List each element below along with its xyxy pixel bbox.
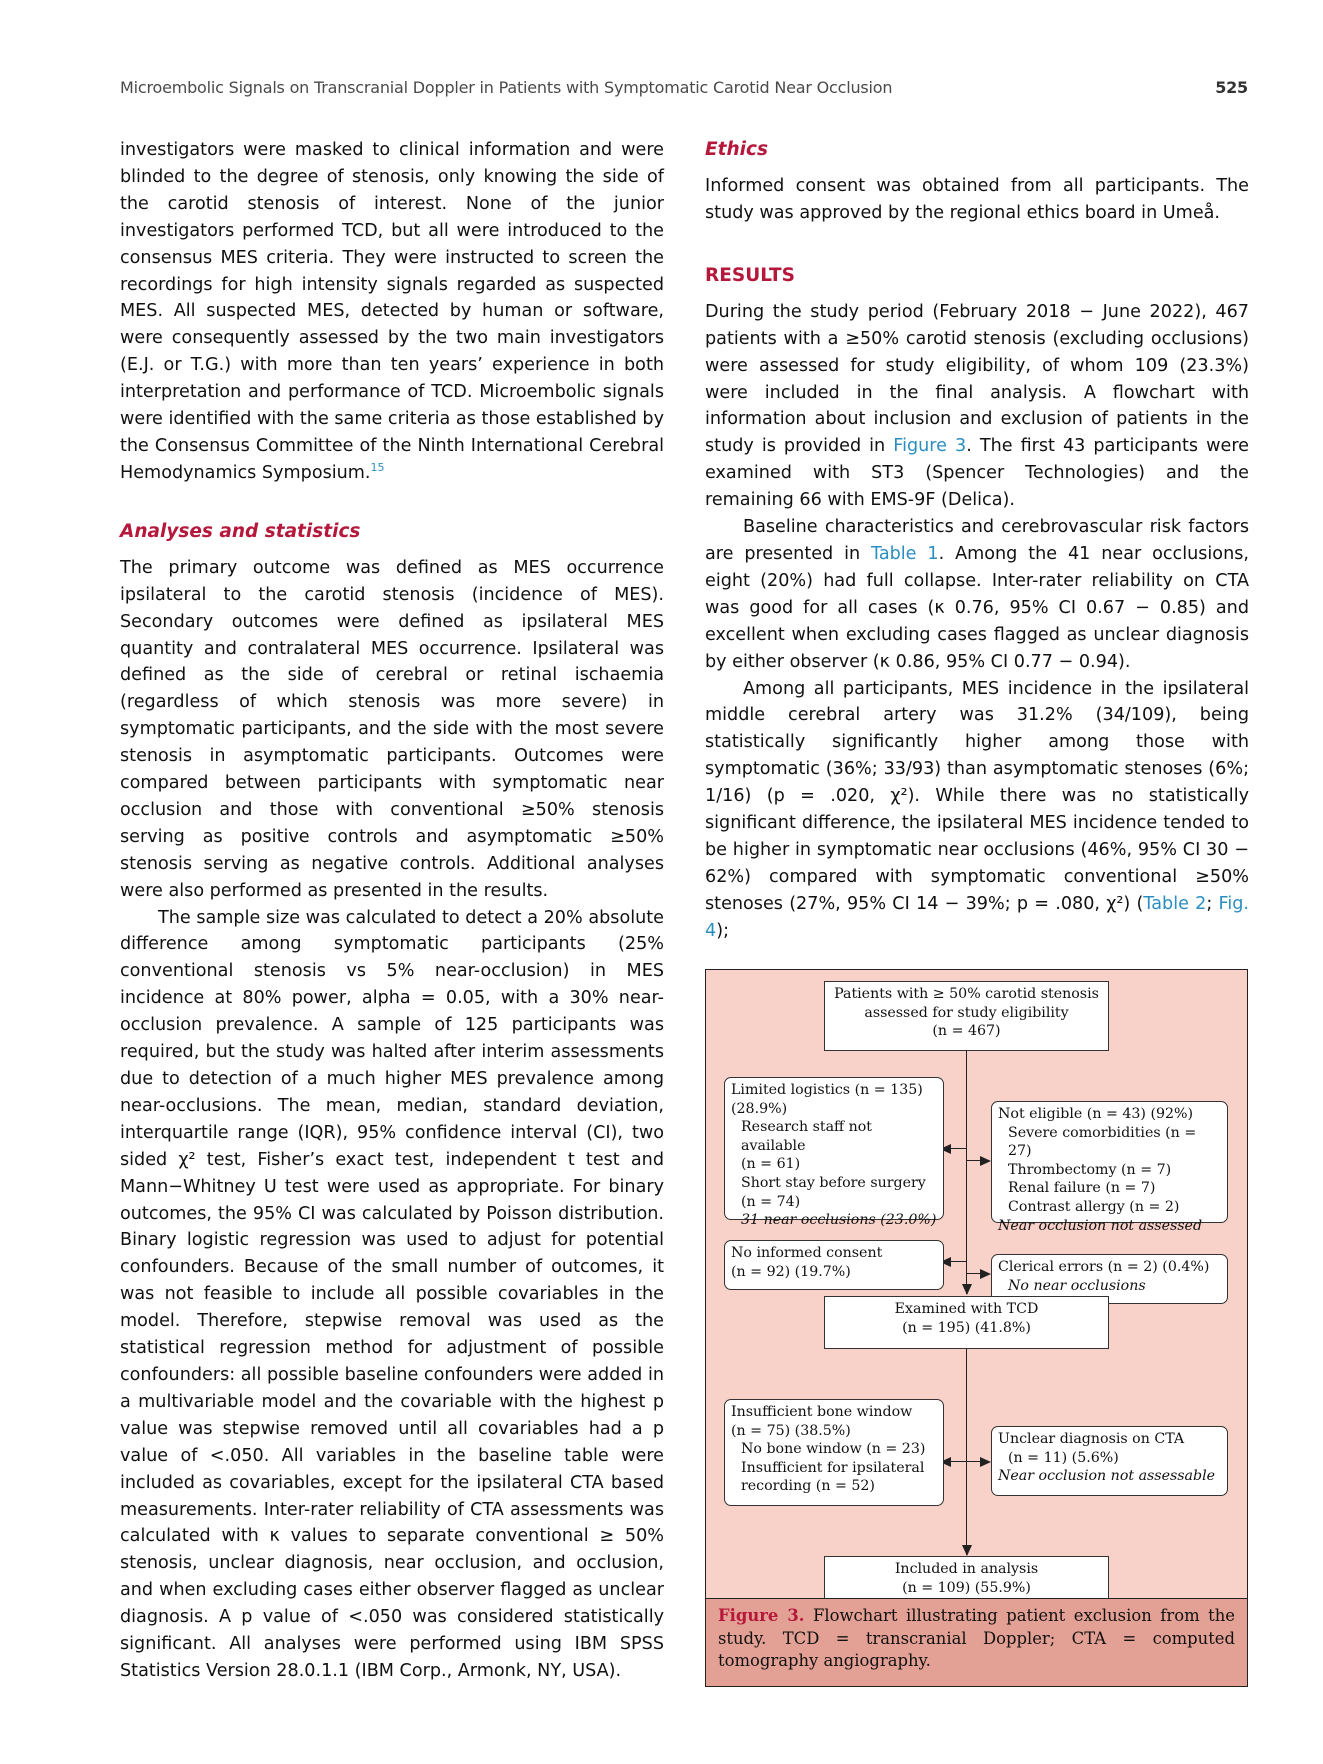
caption-text: Flowchart illustrating patient exclusion from the study. TCD = transcranial Doppler; CTA = computed tomography angiography. (718, 1606, 1235, 1670)
table-1-link[interactable]: Table 1 (871, 543, 939, 564)
paragraph-text: Baseline characteristics and cerebrovascular risk factors are presented in (705, 517, 1249, 564)
paragraph-results-1 (705, 299, 1249, 514)
arrow-down-icon (962, 1284, 972, 1295)
figure-label: Figure 3. (718, 1606, 805, 1625)
box-text: (n = 109) (55.9%) (902, 1579, 1031, 1596)
paragraph-sample-size: The sample size was calculated to detect a 20% absolute difference among symptomatic participants (25% conventional stenosis vs 5% near-occlusion) in MES incidence at 80% power, alpha = 0.05, with a 30% near-occlusion prevalence. A sample of 125 participants was required, but the study was halted after interim assessments due to detection of a much higher MES prevalence among near-occlusions. The mean, median, standard deviation, interquartile range (IQR), 95% confidence interval (CI), two sided χ² test, Fisher’s exact test, independent t test and Mann−Whitney U test were used as appropriate. For binary outcomes, the 95% CI was calculated by Poisson distribution. Binary logistic regression was used to adjust for potential confounders. Because of the small number of outcomes, it was not feasible to include all possible covariables in the model. Therefore, stepwise removal was used as the statistical regression method for adjustment of possible confounders: all possible baseline confounders were added in a multivariable model and the covariable with the highest p value was stepwise removed until all covariables had a p value of <.050. All variables in the baseline table were included as covariables, except for the ipsilateral CTA based measurements. Inter-rater reliability of CTA assessments was calculated with κ values to separate conventional ≥ 50% stenosis, unclear diagnosis, near occlusion, and occlusion, and when excluding cases either observer flagged as unclear diagnosis. A p value of <.050 was considered statistically significant. All analyses were performed using IBM SPSS Statistics Version 28.0.1.1 (IBM Corp., Armonk, NY, USA). (120, 907, 664, 1681)
box-text: Contrast allergy (n = 2) (1008, 1198, 1180, 1215)
box-no-consent (724, 1240, 944, 1290)
box-text: (n = 467) (932, 1023, 1001, 1040)
paragraph-results-2 (705, 514, 1249, 675)
figure-3-flowchart (705, 969, 1248, 1687)
box-text: Thrombectomy (n = 7) (1008, 1161, 1172, 1178)
paragraph-text: investigators were masked to clinical information and were blinded to the degree of stenosis, only knowing the side of the carotid stenosis of interest. None of the junior investigators performed TCD, but all were introduced to the consensus MES criteria. They were instructed to screen the recordings for high intensity signals regarded as suspected MES. All suspected MES, detected by human or software, were consequently assessed by the two main investigators (E.J. or T.G.) with more than ten years’ experience in both interpretation and performance of TCD. Microembolic signals were identified with the same criteria as those established by the Consensus Committee of the Ninth International Cerebral Hemodynamics Symposium. (120, 140, 664, 483)
box-text: Not eligible (n = 43) (92%) (998, 1106, 1194, 1122)
figure-3-link[interactable]: Figure 3 (893, 436, 967, 457)
main-flow-line (966, 1050, 967, 1294)
box-text: recording (n = 52) (741, 1478, 875, 1495)
box-text: Near occlusion not assessed (998, 1217, 1203, 1234)
running-title: Microembolic Signals on Transcranial Doppler in Patients with Symptomatic Carotid Near Occlusion (120, 78, 893, 97)
box-text: 31 near occlusions (23.0%) (741, 1212, 937, 1229)
arrow-down-icon (962, 1545, 972, 1556)
box-text: (n = 11) (5.6%) (1008, 1449, 1119, 1466)
box-text: assessed for study eligibility (864, 1004, 1069, 1021)
heading-analyses-statistics: Analyses and statistics (120, 520, 361, 542)
box-bone-window (724, 1399, 944, 1506)
paragraph-text: ); (716, 920, 729, 941)
box-text: Renal failure (n = 7) (1008, 1180, 1156, 1197)
paragraph-results-3 (705, 676, 1249, 945)
box-limited-logistics (724, 1077, 944, 1229)
box-unclear-diagnosis (991, 1426, 1228, 1496)
page-number: 525 (1215, 78, 1248, 97)
box-text: Insufficient bone window (731, 1404, 913, 1420)
box-text: (n = 74) (741, 1193, 801, 1210)
box-text: (n = 195) (41.8%) (902, 1319, 1031, 1336)
box-text: Short stay before surgery (741, 1174, 926, 1191)
box-text: Severe comorbidities (n = 27) (1008, 1124, 1197, 1160)
box-text: (n = 75) (38.5%) (731, 1422, 851, 1439)
table-2-link[interactable]: Table 2 (1143, 893, 1207, 914)
paragraph-text: Among all participants, MES incidence in the ipsilateral middle cerebral artery was 31.2% (34/109), being statistically significantly higher among those with symptomatic (36%; 33/93) than asymptomatic stenoses (6%; 1/16) (p = .020, χ²). While there was no statistically significant difference, the ipsilateral MES incidence tended to be higher in symptomatic near occlusions (46%, 95% CI 30 − 62%) compared with symptomatic conventional ≥50% stenoses (27%, 95% CI 14 − 39%; p = .080, χ²) ( (705, 678, 1249, 914)
box-text: Near occlusion not assessable (998, 1468, 1216, 1485)
box-text: (n = 61) (741, 1156, 801, 1173)
box-text: (28.9%) (731, 1100, 788, 1117)
reference-link-15[interactable]: 15 (370, 461, 385, 475)
heading-results: RESULTS (705, 264, 795, 286)
arrow-right-icon (980, 1269, 991, 1279)
box-text: Clerical errors (n = 2) (0.4%) (998, 1259, 1210, 1275)
box-text: Limited logistics (n = 135) (731, 1082, 923, 1098)
box-not-eligible (991, 1101, 1228, 1234)
box-text: Patients with ≥ 50% carotid stenosis (834, 986, 1099, 1002)
paragraph-outcomes: The primary outcome was defined as MES occurrence ipsilateral to the carotid stenosis (incidence of MES). Secondary outcomes were defined as ipsilateral MES quantity and contralateral MES occurrence. Ipsilateral was defined as the side of cerebral or retinal ischaemia (regardless of which stenosis was more severe) in symptomatic participants, and the side with the most severe stenosis in asymptomatic participants. Outcomes were compared between participants with symptomatic near occlusion and those with conventional ≥50% stenosis serving as positive controls and asymptomatic ≥50% stenosis serving as negative controls. Additional analyses were also performed as presented in the results. (120, 557, 664, 901)
paragraph-text: . Among the 41 near occlusions, eight (20%) had full collapse. Inter-rater reliability on CTA was good for all cases (κ 0.76, 95% CI 0.67 − 0.85) and excellent when excluding cases flagged as unclear diagnosis by either observer (κ 0.86, 95% CI 0.77 − 0.94). (705, 543, 1249, 672)
box-text: Research staff not available (741, 1119, 872, 1154)
separator: ; (1206, 893, 1219, 914)
paragraph-text: . The first 43 participants were examined with ST3 (Spencer Technologies) and the remaining 66 with EMS-9F (Delica). (705, 436, 1250, 511)
box-examined-tcd (824, 1296, 1109, 1349)
arrow-right-icon (980, 1156, 991, 1166)
box-text: Examined with TCD (894, 1301, 1039, 1317)
box-text: No near occlusions (1008, 1277, 1146, 1294)
paragraph-methods-masking (120, 137, 664, 487)
paragraph-ethics: Informed consent was obtained from all participants. The study was approved by the regional ethics board in Umeå. (705, 176, 1249, 223)
box-assessed (824, 981, 1109, 1051)
arrow-right-icon (980, 1457, 991, 1467)
heading-ethics: Ethics (705, 139, 768, 160)
box-text: Unclear diagnosis on CTA (998, 1431, 1185, 1447)
box-text: (n = 92) (19.7%) (731, 1263, 851, 1280)
left-column (120, 137, 664, 1685)
box-text: No bone window (n = 23) (741, 1441, 926, 1458)
main-flow-line (966, 1349, 967, 1555)
fig-4-link[interactable]: Fig. 4 (705, 893, 1249, 941)
paragraph-text: During the study period (February 2018 − June 2022), 467 patients with a ≥50% carotid stenosis (excluding occlusions) were assessed for study eligibility, of whom 109 (23.3%) were included in the final analysis. A flowchart with information about inclusion and exclusion of patients in the study is provided in (705, 301, 1249, 457)
box-text: Insufficient for ipsilateral (741, 1459, 925, 1476)
box-text: Included in analysis (894, 1561, 1039, 1577)
right-column (705, 137, 1249, 945)
running-header (120, 78, 1248, 102)
box-text: No informed consent (731, 1245, 883, 1261)
figure-caption (706, 1598, 1247, 1686)
